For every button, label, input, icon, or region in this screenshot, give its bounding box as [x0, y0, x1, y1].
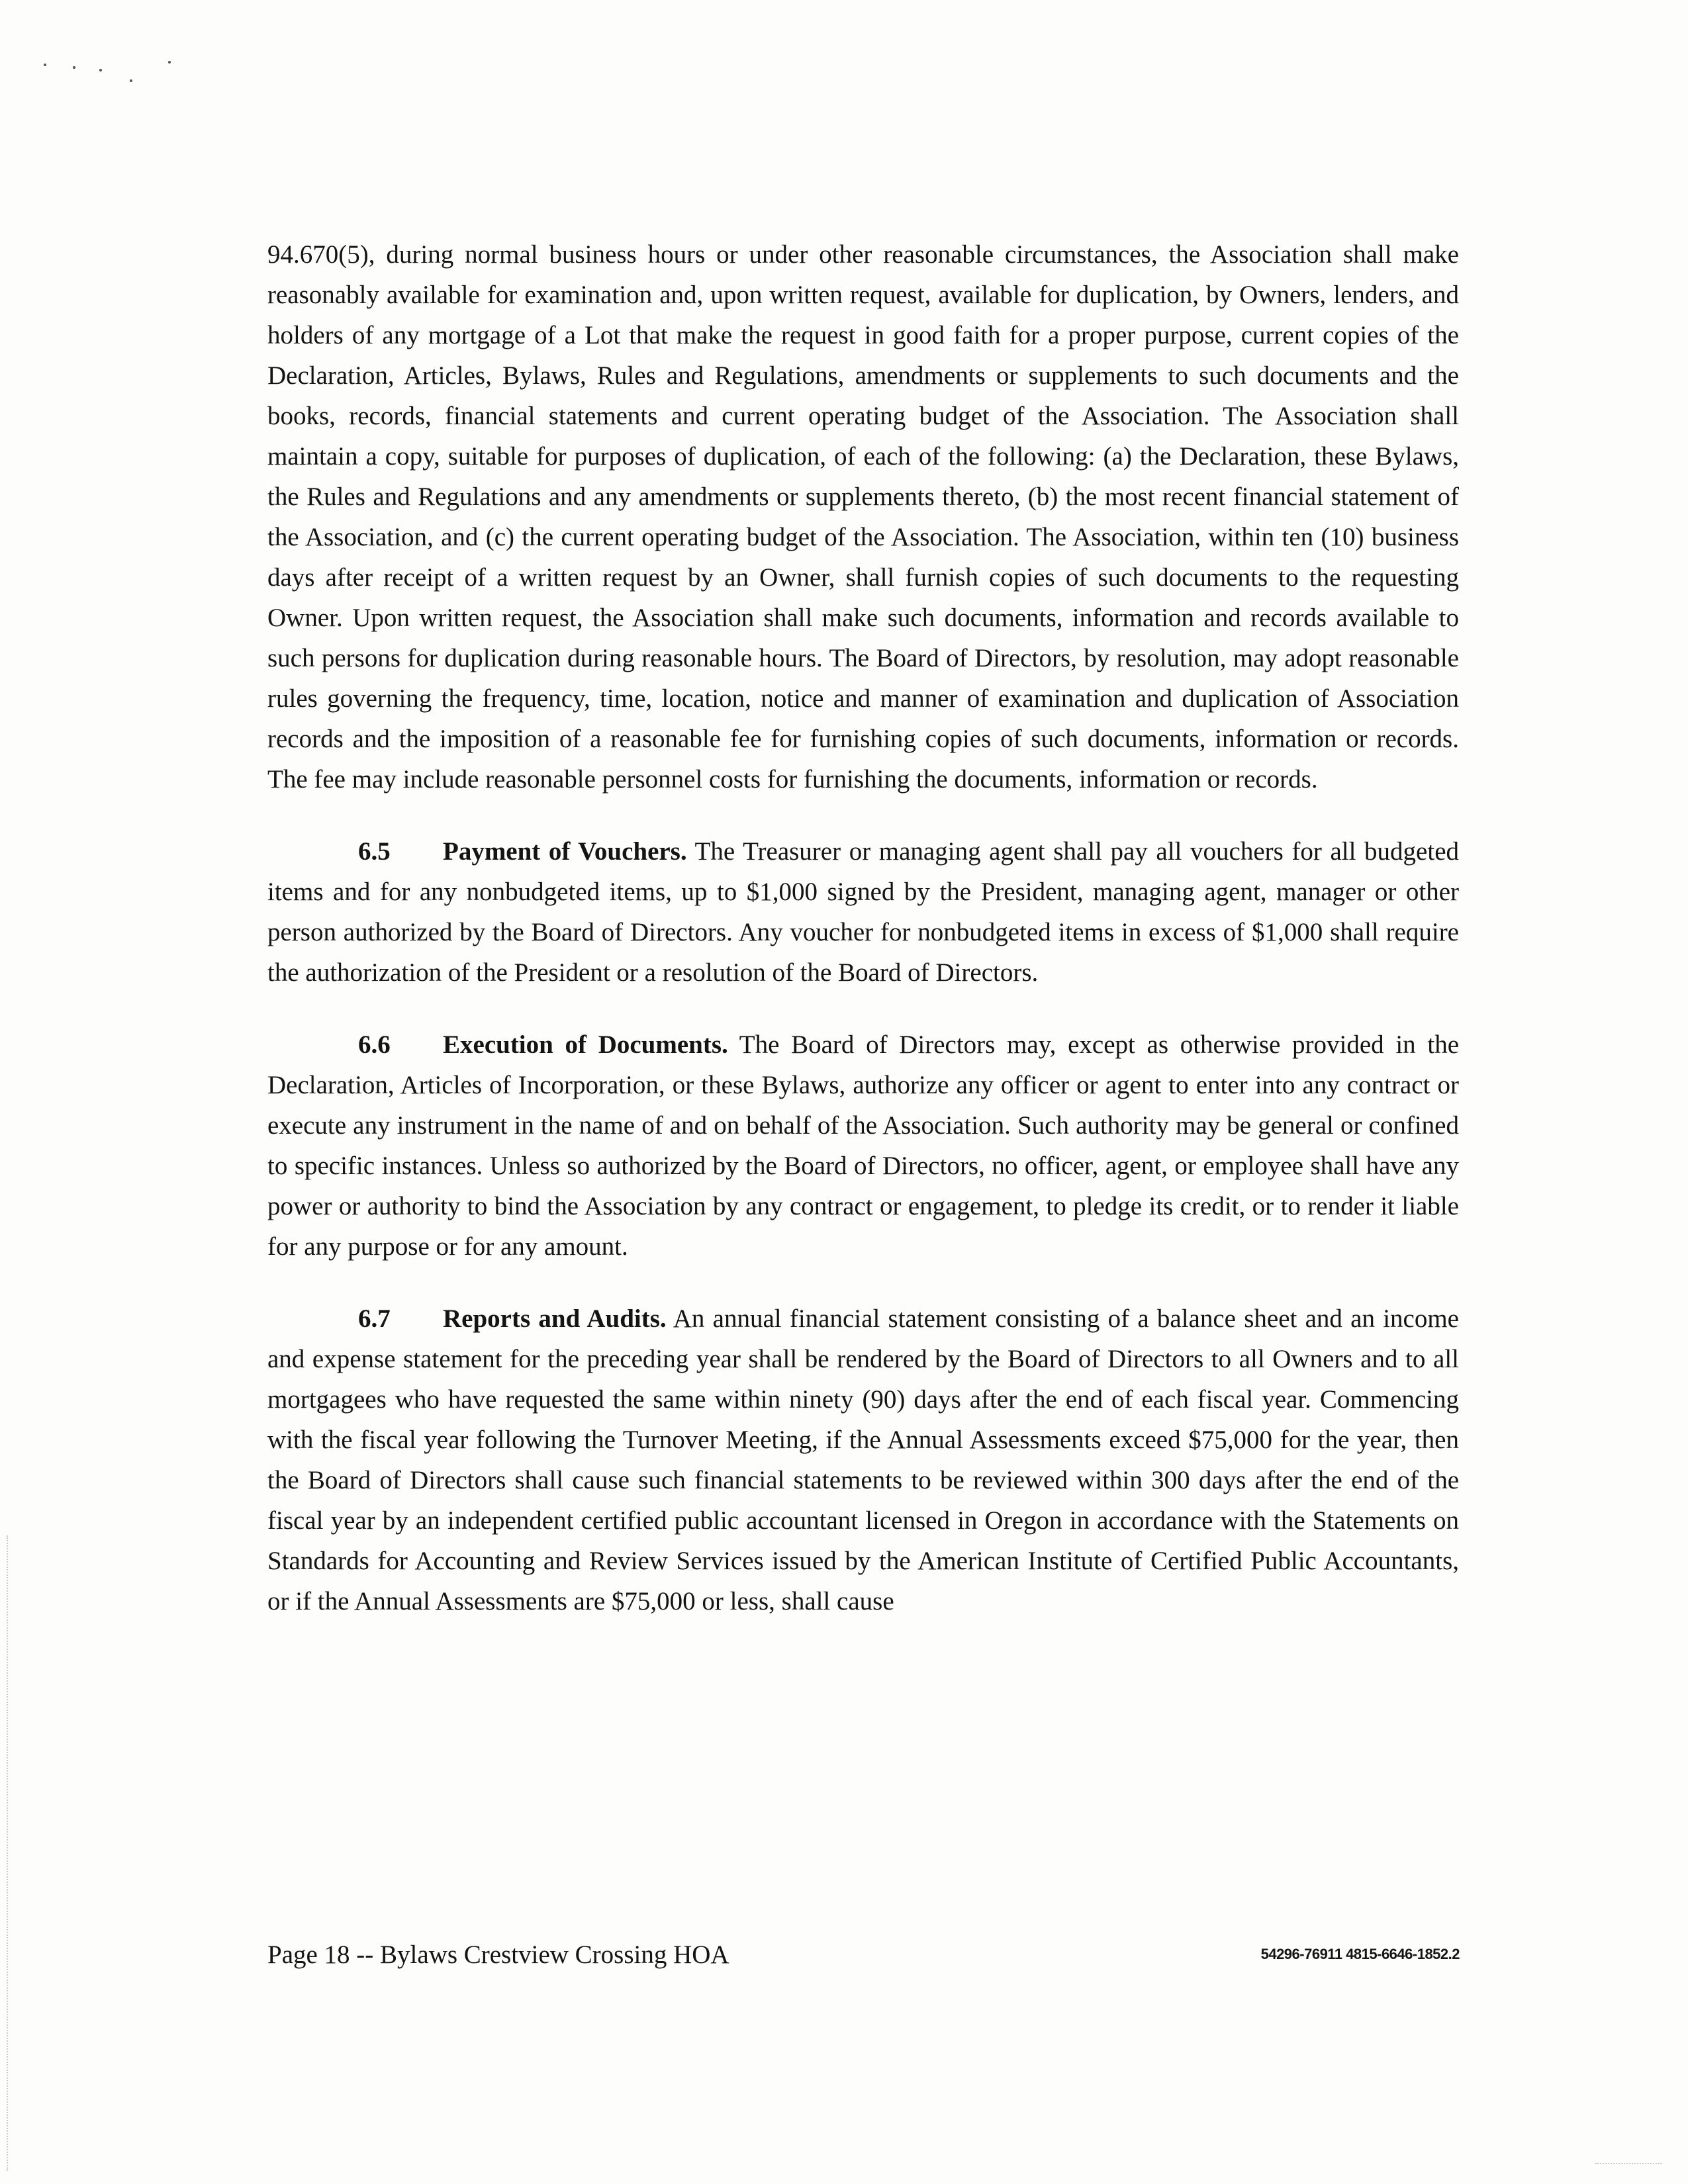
scan-speck [99, 69, 102, 71]
continued-paragraph: 94.670(5), during normal business hours or under other reasonable circumstances, the Association shall make reasonably available for examination and, upon written request, available for duplication, by Owners, lenders, and holders of any mortgage of a Lot that make the request in good faith for a proper purpose, current copies of the Declaration, Articles, Bylaws, Rules and Regulations, amendments or supplements to such documents and the books, records, financial statements and current operating budget of the Association. The Association shall maintain a copy, suitable for purposes of duplication, of each of the following: (a) the Declaration, these Bylaws, the Rules and Regulations and any amendments or supplements thereto, (b) the most recent financial statement of the Association, and (c) the current operating budget of the Association. The Association, within ten (10) business days after receipt of a written request by an Owner, shall furnish copies of such documents to the requesting Owner. Upon written request, the Association shall make such documents, information and records available to such persons for duplication during reasonable hours. The Board of Directors, by resolution, may adopt reasonable rules governing the frequency, time, location, notice and manner of examination and duplication of Association records and the imposition of a reasonable fee for furnishing copies of such documents, information or records. The fee may include reasonable personnel costs for furnishing the documents, information or records. [267, 240, 1459, 794]
section-number: 6.6 [358, 1030, 391, 1059]
section-text: The Treasurer or managing agent shall pay all vouchers for all budgeted items and for any nonbudgeted items, up to $1,000 signed by the President, managing agent, manager or other person authorized by the Board of Directors. Any voucher for nonbudgeted items in excess of $1,000 shall require the authorization of the President or a resolution of the Board of Directors. [267, 837, 1460, 987]
section-title: Reports and Audits. [443, 1304, 667, 1333]
section-title: Execution of Documents. [443, 1030, 728, 1059]
document-body [267, 234, 1459, 1653]
scan-speck [44, 64, 46, 66]
document-id: 54296-76911 4815-6646-1852.2 [1260, 1946, 1460, 1962]
scan-speck [73, 66, 75, 69]
page-footer-label: Page 18 -- Bylaws Crestview Crossing HOA [267, 1940, 729, 1969]
scan-speck [130, 79, 132, 82]
section-text: The Board of Directors may, except as otherwise provided in the Declaration, Articles of Incorporation, or these Bylaws, authorize any officer or agent to enter into any contract or execute any instrument in the name of and on behalf of the Association. Such authority may be general or confined to specific instances. Unless so authorized by the Board of Directors, no officer, agent, or employee shall have any power or authority to bind the Association by any contract or engagement, to pledge its credit, or to render it liable for any purpose or for any amount. [267, 1030, 1460, 1261]
section-text: An annual financial statement consisting of a balance sheet and an income and expense statement for the preceding year shall be rendered by the Board of Directors to all Owners and to all mortgagees who have requested the same within ninety (90) days after the end of each fiscal year. Commencing with the fiscal year following the Turnover Meeting, if the Annual Assessments exceed $75,000 for the year, then the Board of Directors shall cause such financial statements to be reviewed within 300 days after the end of the fiscal year by an independent certified public accountant licensed in Oregon in accordance with the Statements on Standards for Accounting and Review Services issued by the American Institute of Certified Public Accountants, or if the Annual Assessments are $75,000 or less, shall cause [267, 1304, 1459, 1615]
section-number: 6.7 [358, 1304, 391, 1333]
section-6-6 [267, 1024, 1459, 1267]
section-6-5 [267, 831, 1459, 993]
section-number: 6.5 [358, 837, 391, 866]
scan-edge-mark [1595, 2163, 1662, 2164]
section-title: Payment of Vouchers. [443, 837, 687, 866]
scan-speck [168, 61, 171, 64]
scan-edge-mark [7, 1535, 9, 2171]
section-6-7 [267, 1298, 1459, 1621]
